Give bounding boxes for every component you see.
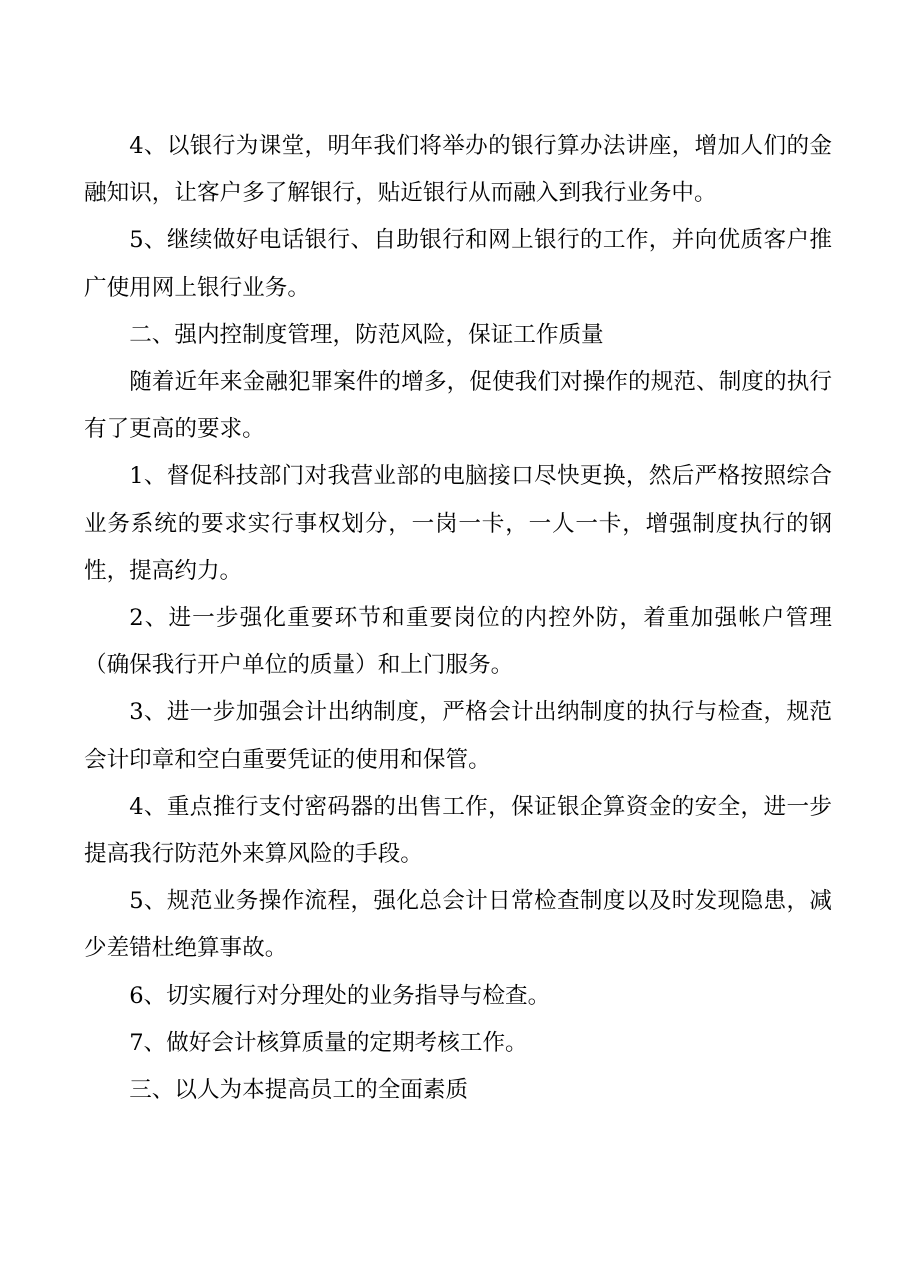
section-heading-staff-quality: 三、以人为本提高员工的全面素质 (129, 1077, 469, 1104)
paragraph-item-1-interface: 1、督促科技部门对我营业部的电脑接口尽快更换，然后严格按照综合业务系统的要求实行事权划分，一岗一卡，一人一卡，增强制度执行的钢性，提高约力。 (84, 463, 832, 584)
paragraph-item-4-payment-password: 4、重点推行支付密码器的出售工作，保证银企算资金的安全，进一步提高我行防范外来算风险的手段。 (84, 793, 832, 868)
paragraph-item-6-guidance: 6、切实履行对分理处的业务指导与检查。 (129, 982, 551, 1009)
paragraph-item-5-workflow: 5、规范业务操作流程，强化总会计日常检查制度以及时发现隐患，减少差错杜绝算事故。 (84, 888, 832, 962)
paragraph-item-3-cashier-system: 3、进一步加强会计出纳制度，严格会计出纳制度的执行与检查，规范会计印章和空白重要凭证的使用和保管。 (84, 699, 832, 773)
paragraph-intro-financial-crime: 随着近年来金融犯罪案件的增多，促使我们对操作的规范、制度的执行有了更高的要求。 (84, 369, 832, 443)
paragraph-item-2-account-management: 2、进一步强化重要环节和重要岗位的内控外防，着重加强帐户管理（确保我行开户单位的质量）和上门服务。 (84, 605, 832, 679)
paragraph-item-7-assessment: 7、做好会计核算质量的定期考核工作。 (129, 1029, 528, 1056)
document-body (84, 123, 832, 1114)
paragraph-item-4-lecture: 4、以银行为课堂，明年我们将举办的银行算办法讲座，增加人们的金融知识，让客户多了解银行，贴近银行从而融入到我行业务中。 (84, 133, 832, 207)
section-heading-internal-control: 二、强内控制度管理，防范风险，保证工作质量 (129, 321, 604, 348)
paragraph-item-5-online-banking: 5、继续做好电话银行、自助银行和网上银行的工作，并向优质客户推广使用网上银行业务。 (84, 227, 832, 301)
